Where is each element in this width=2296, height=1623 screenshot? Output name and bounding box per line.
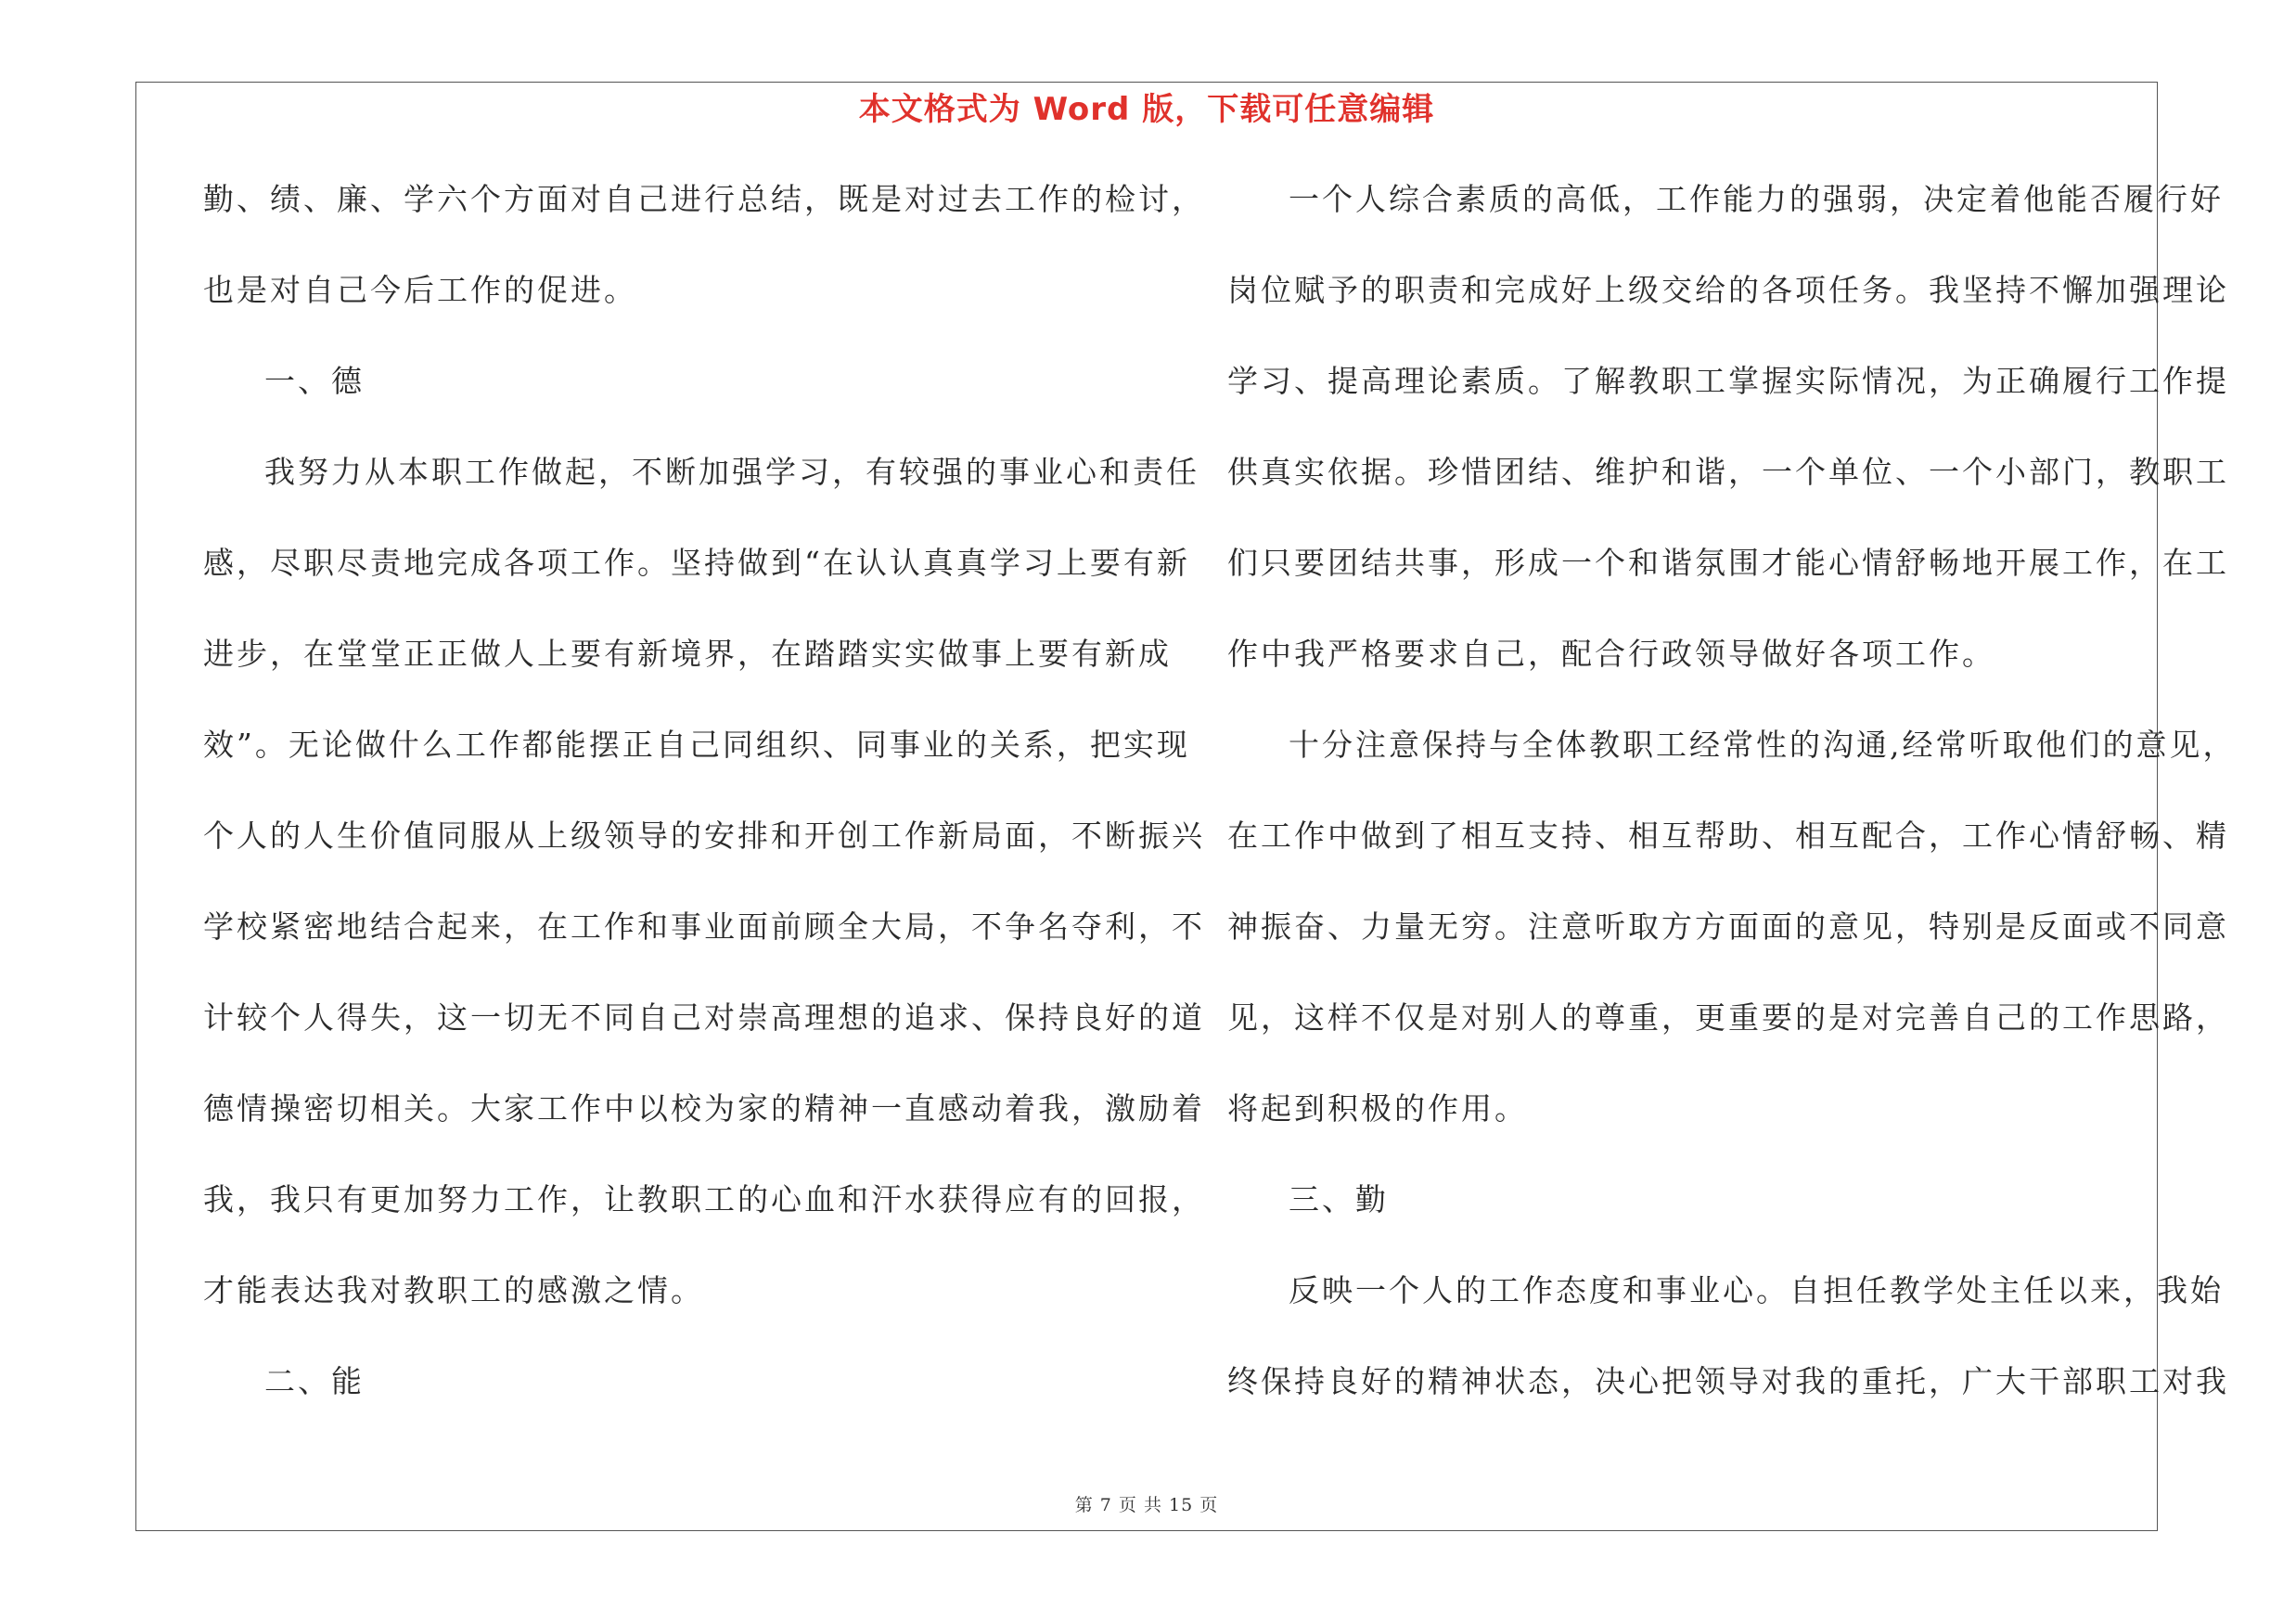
text-line: 进步，在堂堂正正做人上要有新境界，在踏踏实实做事上要有新成 bbox=[203, 636, 1172, 672]
text-line: 十分注意保持与全体教职工经常性的沟通,经常听取他们的意见， bbox=[1289, 727, 2237, 763]
page-frame bbox=[135, 82, 2237, 1531]
text-line: 德情操密切相关。大家工作中以校为家的精神一直感动着我，激励着 bbox=[203, 1090, 1205, 1127]
text-line: 学校紧密地结合起来，在工作和事业面前顾全大局，不争名夺利，不 bbox=[203, 908, 1205, 945]
text-line: 感，尽职尽责地完成各项工作。坚持做到“在认认真真学习上要有新 bbox=[203, 545, 1190, 581]
text-line: 也是对自己今后工作的促进。 bbox=[203, 272, 637, 308]
text-line: 我，我只有更加努力工作，让教职工的心血和汗水获得应有的回报， bbox=[203, 1181, 1205, 1217]
text-line: 岗位赋予的职责和完成好上级交给的各项任务。我坚持不懈加强理论 bbox=[1227, 272, 2229, 308]
text-line: 才能表达我对教职工的感激之情。 bbox=[203, 1272, 704, 1308]
format-notice-banner: 本文格式为 Word 版，下载可任意编辑 bbox=[858, 91, 1435, 128]
right-column bbox=[1227, 174, 2237, 1447]
text-line: 将起到积极的作用。 bbox=[1227, 1090, 1528, 1127]
text-line: 供真实依据。珍惜团结、维护和谐，一个单位、一个小部门，教职工 bbox=[1227, 454, 2229, 490]
left-column bbox=[203, 174, 1205, 1447]
text-line: 个人的人生价值同服从上级领导的安排和开创工作新局面，不断振兴 bbox=[203, 818, 1205, 854]
text-line: 学习、提高理论素质。了解教职工掌握实际情况，为正确履行工作提 bbox=[1227, 363, 2229, 399]
text-line: 勤、绩、廉、学六个方面对自己进行总结，既是对过去工作的检讨， bbox=[203, 181, 1205, 217]
text-line: 效”。无论做什么工作都能摆正自己同组织、同事业的关系，把实现 bbox=[203, 727, 1190, 763]
section-heading-qin: 三、勤 bbox=[1289, 1181, 1389, 1217]
section-heading-neng: 二、能 bbox=[264, 1363, 365, 1399]
text-line: 神振奋、力量无穷。注意听取方方面面的意见，特别是反面或不同意 bbox=[1227, 908, 2229, 945]
page-number-footer: 第 7 页 共 15 页 bbox=[1074, 1495, 1219, 1515]
text-line: 见，这样不仅是对别人的尊重，更重要的是对完善自己的工作思路， bbox=[1227, 999, 2229, 1036]
text-line: 计较个人得失，这一切无不同自己对崇高理想的追求、保持良好的道 bbox=[203, 999, 1205, 1036]
section-heading-de: 一、德 bbox=[264, 363, 365, 399]
text-line: 终保持良好的精神状态，决心把领导对我的重托，广大干部职工对我 bbox=[1227, 1363, 2229, 1399]
text-line: 我努力从本职工作做起，不断加强学习，有较强的事业心和责任 bbox=[264, 454, 1199, 490]
text-line: 在工作中做到了相互支持、相互帮助、相互配合，工作心情舒畅、精 bbox=[1227, 818, 2229, 854]
text-line: 一个人综合素质的高低，工作能力的强弱，决定着他能否履行好 bbox=[1289, 181, 2224, 217]
text-line: 作中我严格要求自己，配合行政领导做好各项工作。 bbox=[1227, 636, 1995, 672]
text-line: 反映一个人的工作态度和事业心。自担任教学处主任以来，我始 bbox=[1289, 1272, 2224, 1308]
text-line: 们只要团结共事，形成一个和谐氛围才能心情舒畅地开展工作，在工 bbox=[1227, 545, 2229, 581]
